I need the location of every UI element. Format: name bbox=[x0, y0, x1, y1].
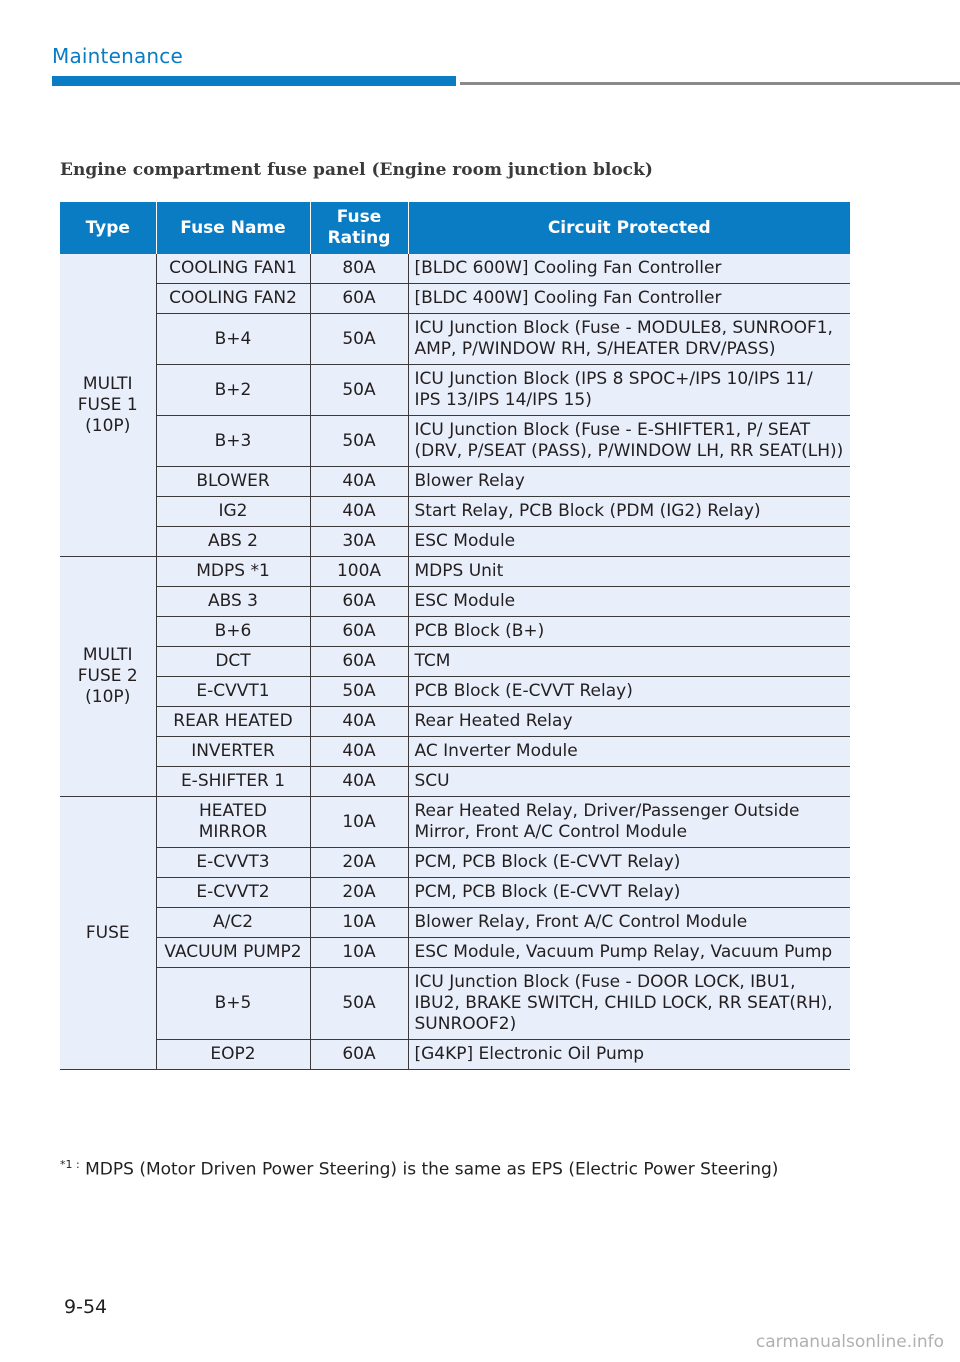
header-fuse-rating: Fuse Rating bbox=[310, 202, 408, 254]
fuse-name-cell: B+5 bbox=[156, 968, 310, 1040]
table-caption: Engine compartment fuse panel (Engine room junction block) bbox=[60, 160, 653, 180]
fuse-name-cell: ABS 2 bbox=[156, 527, 310, 557]
section-title: Maintenance bbox=[52, 44, 183, 68]
table-row bbox=[60, 254, 850, 284]
circuit-protected-cell: [G4KP] Electronic Oil Pump bbox=[408, 1040, 850, 1070]
fuse-rating-cell: 20A bbox=[310, 848, 408, 878]
fuse-name-cell: BLOWER bbox=[156, 467, 310, 497]
fuse-name-cell: B+2 bbox=[156, 365, 310, 416]
circuit-protected-cell: SCU bbox=[408, 767, 850, 797]
table-row bbox=[60, 908, 850, 938]
fuse-rating-cell: 50A bbox=[310, 365, 408, 416]
header-type: Type bbox=[60, 202, 156, 254]
circuit-protected-cell: Rear Heated Relay, Driver/Passenger Outside Mirror, Front A/C Control Module bbox=[408, 797, 850, 848]
header-accent-bar bbox=[52, 76, 456, 86]
table-row bbox=[60, 1040, 850, 1070]
fuse-rating-cell: 60A bbox=[310, 647, 408, 677]
footnote-text: MDPS (Motor Driven Power Steering) is the same as EPS (Electric Power Steering) bbox=[85, 1159, 779, 1180]
fuse-type-cell: MULTI FUSE 2 (10P) bbox=[60, 557, 156, 797]
fuse-table-body bbox=[60, 254, 850, 1070]
table-row bbox=[60, 737, 850, 767]
fuse-name-cell: E-CVVT3 bbox=[156, 848, 310, 878]
watermark: carmanualsonline.info bbox=[755, 1332, 944, 1352]
circuit-protected-cell: Start Relay, PCB Block (PDM (IG2) Relay) bbox=[408, 497, 850, 527]
table-row bbox=[60, 314, 850, 365]
fuse-rating-cell: 10A bbox=[310, 938, 408, 968]
fuse-rating-cell: 60A bbox=[310, 587, 408, 617]
fuse-rating-cell: 50A bbox=[310, 314, 408, 365]
fuse-rating-cell: 50A bbox=[310, 968, 408, 1040]
fuse-name-cell: HEATED MIRROR bbox=[156, 797, 310, 848]
table-row bbox=[60, 878, 850, 908]
circuit-protected-cell: TCM bbox=[408, 647, 850, 677]
footnote bbox=[60, 1158, 778, 1180]
table-row bbox=[60, 797, 850, 848]
table-row bbox=[60, 707, 850, 737]
fuse-name-cell: E-CVVT2 bbox=[156, 878, 310, 908]
fuse-name-cell: B+4 bbox=[156, 314, 310, 365]
circuit-protected-cell: [BLDC 600W] Cooling Fan Controller bbox=[408, 254, 850, 284]
circuit-protected-cell: ICU Junction Block (Fuse - E-SHIFTER1, P/ SEAT (DRV, P/SEAT (PASS), P/WINDOW LH, RR SEAT(LH)) bbox=[408, 416, 850, 467]
circuit-protected-cell: [BLDC 400W] Cooling Fan Controller bbox=[408, 284, 850, 314]
fuse-rating-cell: 10A bbox=[310, 797, 408, 848]
fuse-rating-cell: 50A bbox=[310, 677, 408, 707]
fuse-name-cell: B+6 bbox=[156, 617, 310, 647]
circuit-protected-cell: ESC Module bbox=[408, 527, 850, 557]
fuse-name-cell: A/C2 bbox=[156, 908, 310, 938]
fuse-name-cell: EOP2 bbox=[156, 1040, 310, 1070]
table-row bbox=[60, 767, 850, 797]
fuse-rating-cell: 60A bbox=[310, 1040, 408, 1070]
fuse-rating-cell: 100A bbox=[310, 557, 408, 587]
table-row bbox=[60, 677, 850, 707]
page-number: 9-54 bbox=[64, 1296, 108, 1318]
table-row bbox=[60, 968, 850, 1040]
table-row bbox=[60, 497, 850, 527]
fuse-rating-cell: 60A bbox=[310, 617, 408, 647]
table-row bbox=[60, 938, 850, 968]
circuit-protected-cell: ICU Junction Block (Fuse - DOOR LOCK, IBU1, IBU2, BRAKE SWITCH, CHILD LOCK, RR SEAT(RH), SUNROOF2) bbox=[408, 968, 850, 1040]
fuse-rating-cell: 40A bbox=[310, 707, 408, 737]
header-rule bbox=[460, 82, 960, 85]
fuse-name-cell: IG2 bbox=[156, 497, 310, 527]
fuse-rating-cell: 60A bbox=[310, 284, 408, 314]
header-fuse-name: Fuse Name bbox=[156, 202, 310, 254]
circuit-protected-cell: Blower Relay, Front A/C Control Module bbox=[408, 908, 850, 938]
fuse-name-cell: INVERTER bbox=[156, 737, 310, 767]
circuit-protected-cell: ESC Module bbox=[408, 587, 850, 617]
circuit-protected-cell: PCM, PCB Block (E-CVVT Relay) bbox=[408, 878, 850, 908]
fuse-table bbox=[60, 202, 850, 1070]
fuse-rating-cell: 50A bbox=[310, 416, 408, 467]
circuit-protected-cell: ICU Junction Block (Fuse - MODULE8, SUNROOF1, AMP, P/WINDOW RH, S/HEATER DRV/PASS) bbox=[408, 314, 850, 365]
table-row bbox=[60, 617, 850, 647]
table-row bbox=[60, 365, 850, 416]
fuse-name-cell: E-CVVT1 bbox=[156, 677, 310, 707]
table-row bbox=[60, 587, 850, 617]
table-row bbox=[60, 467, 850, 497]
fuse-rating-cell: 80A bbox=[310, 254, 408, 284]
fuse-name-cell: DCT bbox=[156, 647, 310, 677]
table-row bbox=[60, 416, 850, 467]
fuse-type-cell: MULTI FUSE 1 (10P) bbox=[60, 254, 156, 557]
fuse-name-cell: MDPS *1 bbox=[156, 557, 310, 587]
footnote-marker: *1 : bbox=[60, 1158, 80, 1171]
fuse-name-cell: ABS 3 bbox=[156, 587, 310, 617]
fuse-name-cell: REAR HEATED bbox=[156, 707, 310, 737]
fuse-rating-cell: 10A bbox=[310, 908, 408, 938]
fuse-rating-cell: 40A bbox=[310, 497, 408, 527]
circuit-protected-cell: Rear Heated Relay bbox=[408, 707, 850, 737]
fuse-type-cell: FUSE bbox=[60, 797, 156, 1070]
fuse-name-cell: VACUUM PUMP2 bbox=[156, 938, 310, 968]
circuit-protected-cell: MDPS Unit bbox=[408, 557, 850, 587]
table-row bbox=[60, 557, 850, 587]
table-header-row bbox=[60, 202, 850, 254]
fuse-rating-cell: 40A bbox=[310, 467, 408, 497]
table-row bbox=[60, 848, 850, 878]
circuit-protected-cell: PCB Block (B+) bbox=[408, 617, 850, 647]
fuse-name-cell: COOLING FAN1 bbox=[156, 254, 310, 284]
table-row bbox=[60, 647, 850, 677]
table-row bbox=[60, 284, 850, 314]
header-circuit-protected: Circuit Protected bbox=[408, 202, 850, 254]
fuse-name-cell: E-SHIFTER 1 bbox=[156, 767, 310, 797]
fuse-rating-cell: 30A bbox=[310, 527, 408, 557]
fuse-rating-cell: 40A bbox=[310, 737, 408, 767]
circuit-protected-cell: AC Inverter Module bbox=[408, 737, 850, 767]
circuit-protected-cell: PCM, PCB Block (E-CVVT Relay) bbox=[408, 848, 850, 878]
fuse-rating-cell: 40A bbox=[310, 767, 408, 797]
circuit-protected-cell: PCB Block (E-CVVT Relay) bbox=[408, 677, 850, 707]
circuit-protected-cell: Blower Relay bbox=[408, 467, 850, 497]
table-row bbox=[60, 527, 850, 557]
circuit-protected-cell: ESC Module, Vacuum Pump Relay, Vacuum Pump bbox=[408, 938, 850, 968]
fuse-name-cell: COOLING FAN2 bbox=[156, 284, 310, 314]
circuit-protected-cell: ICU Junction Block (IPS 8 SPOC+/IPS 10/IPS 11/ IPS 13/IPS 14/IPS 15) bbox=[408, 365, 850, 416]
fuse-rating-cell: 20A bbox=[310, 878, 408, 908]
fuse-name-cell: B+3 bbox=[156, 416, 310, 467]
